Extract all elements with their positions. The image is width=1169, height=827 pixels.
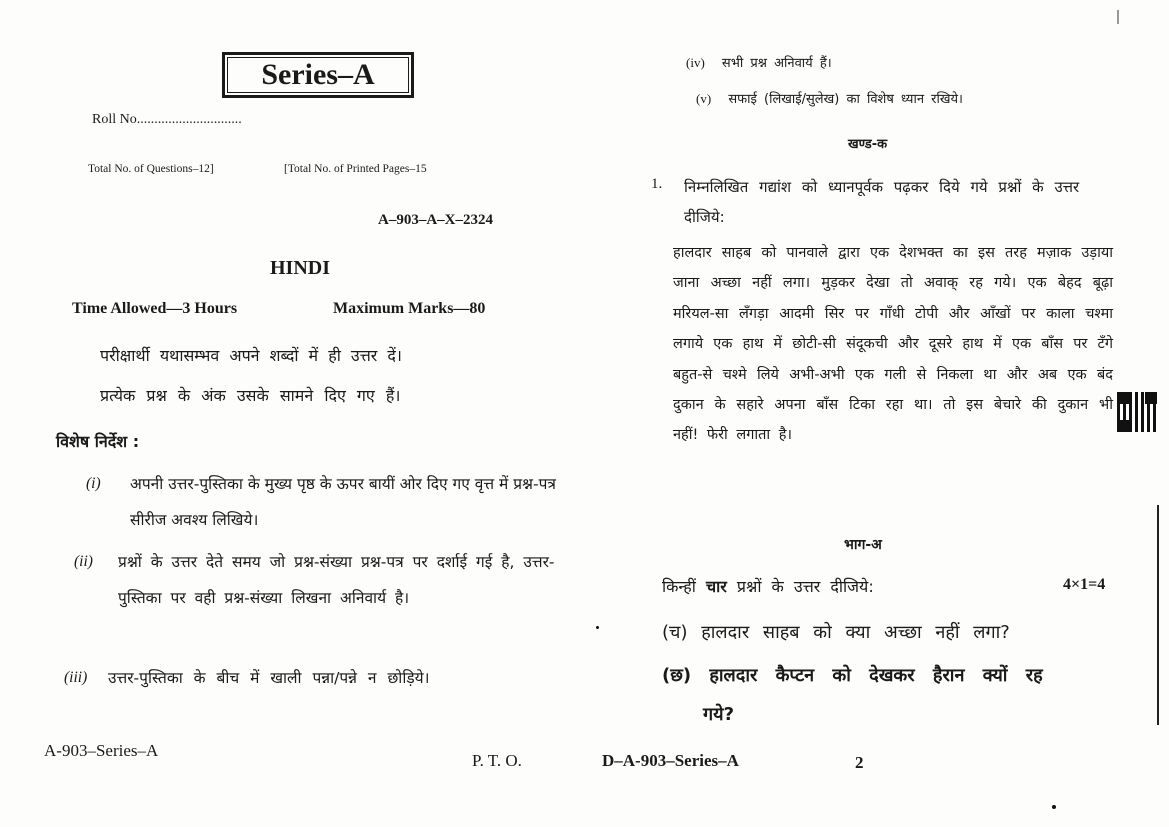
answer-any-instruction xyxy=(662,575,874,597)
instruction-item xyxy=(86,466,570,538)
instruction-text: प्रश्नों के उत्तर देते समय जो प्रश्न-संख्या प्रश्न-पत्र पर दर्शाई गई है, उत्तर-पुस्तिका पर वही प्रश्न-संख्या लिखना अनिवार्य है। xyxy=(118,553,555,607)
instruction-number: (ii) xyxy=(74,553,93,570)
section-heading: खण्ड-क xyxy=(848,137,888,152)
qr-code-icon xyxy=(1117,392,1157,432)
special-instructions-heading: विशेष निर्देश : xyxy=(56,432,140,451)
question-chh-line-2: गये? xyxy=(703,704,735,725)
left-footer-series: A-903–Series–A xyxy=(44,741,159,760)
answer-any-count: चार xyxy=(705,577,727,596)
series-box: Series–A xyxy=(222,52,414,98)
answer-any-suffix: प्रश्नों के उत्तर दीजिये: xyxy=(736,577,874,596)
question-1-number: 1. xyxy=(651,176,663,192)
general-note-2: प्रत्येक प्रश्न के अंक उसके सामने दिए गए हैं। xyxy=(100,386,401,405)
total-pages: [Total No. of Printed Pages–15 xyxy=(284,163,427,175)
page-edge-line xyxy=(1157,505,1159,725)
instruction-item xyxy=(696,89,963,107)
instruction-item xyxy=(74,544,558,616)
general-note-1: परीक्षार्थी यथासम्भव अपने शब्दों में ही उत्तर दें। xyxy=(100,346,402,365)
passage-text: हालदार साहब को पानवाले द्वारा एक देशभक्त का इस तरह मज़ाक उड़ाया जाना अच्छा नहीं लगा। मुड़कर देखा तो अवाक् रह गये। एक बेहद बूढ़ा मरियल-सा लँगड़ा आदमी सिर पर गाँधी टोपी और आँखों पर काला चश्मा लगाये एक हाथ में छोटी-सी संदूकची और दूसरे हाथ में एक बाँस पर टँगे बहुत-से चश्मे लिये अभी-अभी एक गली से निकला था और अब एक बंद दुकान के सहारे अपना बाँस टिका रहा था। तो इस बेचारे की दुकान भी नहीं! फेरी लगाता है। xyxy=(673,245,1113,444)
scan-mark xyxy=(1117,10,1119,24)
page-number: 2 xyxy=(855,753,864,772)
scan-speck xyxy=(596,626,599,629)
subject-title: HINDI xyxy=(270,257,331,279)
marks-scheme: 4×1=4 xyxy=(1063,576,1106,593)
question-1-prompt: निम्नलिखित गद्यांश को ध्यानपूर्वक पढ़कर दिये गये प्रश्नों के उत्तर दीजिये: xyxy=(684,178,1080,226)
instruction-number: (i) xyxy=(86,475,101,492)
question-ch: (च) हालदार साहब को क्या अच्छा नहीं लगा? xyxy=(662,622,1010,643)
instruction-number: (iii) xyxy=(64,669,88,686)
instruction-item xyxy=(686,53,832,71)
roll-number-line: Roll No.............................. xyxy=(92,112,242,127)
question-chh-line-1: (छ) हालदार कैप्टन को देखकर हैरान क्यों रह xyxy=(662,665,1043,686)
instruction-text: सफाई (लिखाई/सुलेख) का विशेष ध्यान रखिये। xyxy=(728,92,963,107)
instruction-item xyxy=(64,660,548,696)
right-page xyxy=(600,0,1169,827)
instruction-text: अपनी उत्तर-पुस्तिका के मुख्य पृष्ठ के ऊपर बायीं ओर दिए गए वृत्त में प्रश्न-पत्र सीरीज अवश्य लिखिये। xyxy=(130,475,556,529)
total-questions: Total No. of Questions–12] xyxy=(88,163,214,175)
instruction-number: (v) xyxy=(696,91,712,106)
maximum-marks: Maximum Marks—80 xyxy=(333,300,486,317)
paper-code: A–903–A–X–2324 xyxy=(378,212,493,228)
instruction-text: सभी प्रश्न अनिवार्य हैं। xyxy=(721,56,832,71)
time-allowed: Time Allowed—3 Hours xyxy=(72,300,238,317)
scan-speck xyxy=(1052,805,1056,809)
part-heading: भाग-अ xyxy=(844,537,882,553)
instruction-number: (iv) xyxy=(686,55,705,70)
pto-label: P. T. O. xyxy=(472,751,522,770)
answer-any-prefix: किन्हीं xyxy=(662,577,696,596)
totals-line xyxy=(88,163,538,175)
right-footer-series: D–A-903–Series–A xyxy=(602,751,739,770)
instruction-text: उत्तर-पुस्तिका के बीच में खाली पन्ना/पन्ने न छोड़िये। xyxy=(108,669,430,687)
